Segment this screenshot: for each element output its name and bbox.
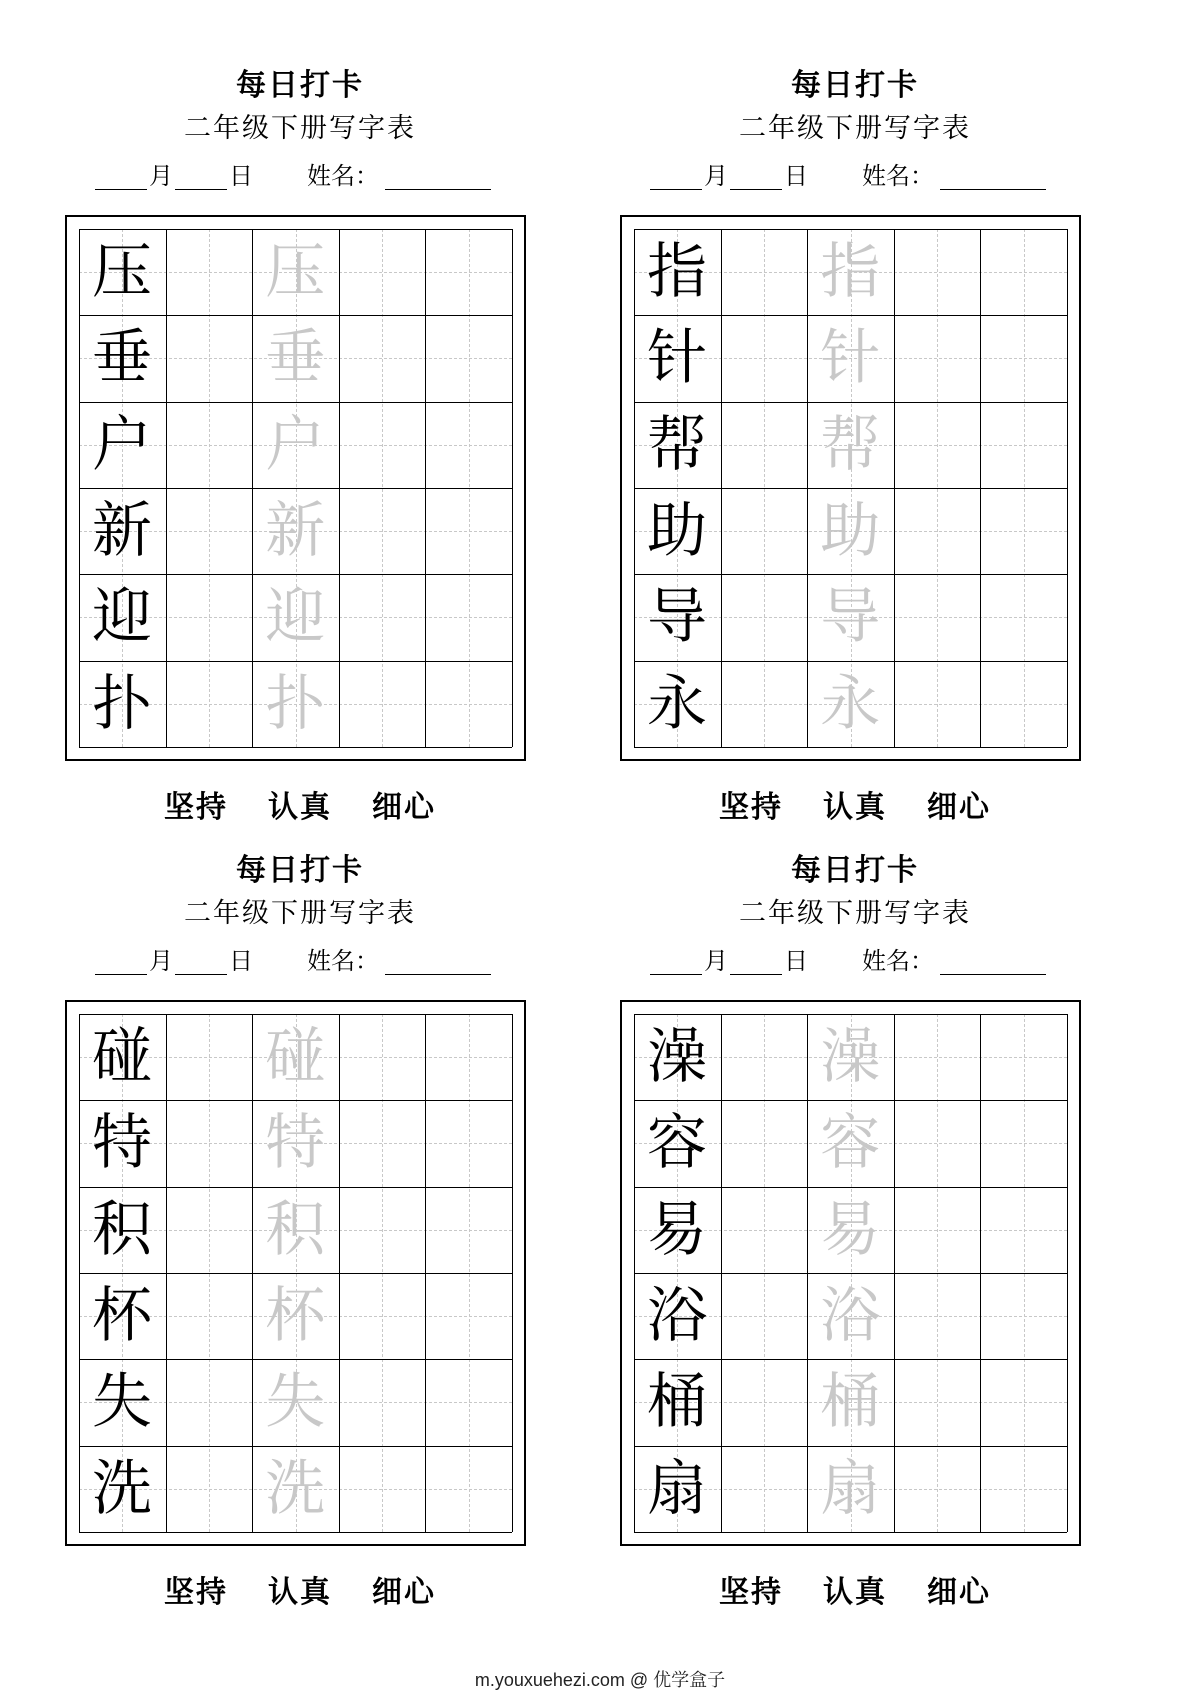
trace-character: 针 bbox=[820, 323, 881, 394]
motto-word: 细心 bbox=[372, 1575, 436, 1610]
model-character: 特 bbox=[92, 1108, 152, 1179]
model-character: 户 bbox=[92, 409, 152, 480]
trace-character: 洗 bbox=[265, 1453, 326, 1524]
trace-character: 容 bbox=[820, 1108, 881, 1179]
card-title: 每日打卡 bbox=[236, 68, 364, 103]
worksheet-card bbox=[65, 20, 535, 825]
cell-border-horizontal bbox=[634, 747, 1067, 748]
cell-border-vertical bbox=[512, 1014, 513, 1532]
cell-border-horizontal bbox=[634, 1532, 1067, 1533]
trace-character: 澡 bbox=[820, 1022, 881, 1092]
motto-word: 认真 bbox=[268, 1575, 332, 1610]
trace-character: 浴 bbox=[820, 1280, 881, 1351]
card-subtitle: 二年级下册写字表 bbox=[184, 113, 416, 144]
cell-border-vertical bbox=[512, 229, 513, 747]
trace-character: 积 bbox=[265, 1194, 326, 1265]
cell-border-horizontal bbox=[79, 747, 512, 748]
name-blank[interactable] bbox=[385, 974, 491, 975]
day-label: 日 bbox=[229, 947, 253, 975]
trace-character: 永 bbox=[820, 668, 881, 739]
date-name-line bbox=[95, 945, 505, 985]
month-blank[interactable] bbox=[650, 974, 702, 975]
day-label: 日 bbox=[784, 947, 808, 975]
trace-character: 助 bbox=[820, 495, 881, 566]
model-character: 碰 bbox=[92, 1022, 152, 1092]
model-character: 新 bbox=[92, 495, 152, 566]
name-label: 姓名： bbox=[307, 947, 379, 975]
footer-watermark: m.youxuehezi.com @ 优学盒子 bbox=[474, 1670, 726, 1690]
trace-character: 失 bbox=[265, 1367, 326, 1438]
day-blank[interactable] bbox=[175, 974, 227, 975]
month-label: 月 bbox=[149, 947, 173, 975]
writing-grid bbox=[634, 1014, 1067, 1532]
model-character: 桶 bbox=[647, 1367, 707, 1438]
model-character: 助 bbox=[647, 495, 707, 566]
name-label: 姓名： bbox=[307, 162, 379, 190]
writing-grid-frame bbox=[65, 215, 526, 761]
name-label: 姓名： bbox=[862, 947, 934, 975]
model-character: 扇 bbox=[647, 1453, 707, 1524]
trace-character: 指 bbox=[820, 237, 881, 307]
writing-grid bbox=[79, 1014, 512, 1532]
date-name-line bbox=[650, 945, 1060, 985]
motto bbox=[620, 1567, 1090, 1611]
model-character: 积 bbox=[92, 1194, 152, 1265]
worksheet-card bbox=[65, 805, 535, 1610]
day-blank[interactable] bbox=[175, 189, 227, 190]
model-character: 易 bbox=[647, 1194, 707, 1265]
writing-grid bbox=[79, 229, 512, 747]
motto-word: 细心 bbox=[927, 790, 991, 825]
model-character: 杯 bbox=[92, 1280, 152, 1351]
writing-grid bbox=[634, 229, 1067, 747]
writing-grid-frame bbox=[65, 1000, 526, 1546]
name-blank[interactable] bbox=[940, 974, 1046, 975]
cell-border-horizontal bbox=[79, 1532, 512, 1533]
name-blank[interactable] bbox=[940, 189, 1046, 190]
trace-character: 垂 bbox=[265, 323, 326, 394]
model-character: 洗 bbox=[92, 1453, 152, 1524]
model-character: 针 bbox=[647, 323, 707, 394]
trace-character: 压 bbox=[265, 237, 326, 307]
month-blank[interactable] bbox=[95, 189, 147, 190]
cell-border-vertical bbox=[1067, 229, 1068, 747]
writing-grid-frame bbox=[620, 1000, 1081, 1546]
motto-word: 认真 bbox=[823, 1575, 887, 1610]
model-character: 迎 bbox=[92, 582, 152, 653]
trace-character: 扑 bbox=[265, 668, 326, 739]
card-title: 每日打卡 bbox=[791, 68, 919, 103]
trace-character: 碰 bbox=[265, 1022, 326, 1092]
model-character: 导 bbox=[647, 582, 707, 653]
trace-character: 帮 bbox=[820, 409, 881, 480]
trace-character: 易 bbox=[820, 1194, 881, 1265]
motto-word: 细心 bbox=[927, 1575, 991, 1610]
name-label: 姓名： bbox=[862, 162, 934, 190]
month-blank[interactable] bbox=[650, 189, 702, 190]
motto-word: 坚持 bbox=[719, 1575, 783, 1610]
date-name-line bbox=[95, 160, 505, 200]
card-title: 每日打卡 bbox=[236, 853, 364, 888]
trace-character: 扇 bbox=[820, 1453, 881, 1524]
model-character: 帮 bbox=[647, 409, 707, 480]
day-blank[interactable] bbox=[730, 974, 782, 975]
writing-grid-frame bbox=[620, 215, 1081, 761]
model-character: 压 bbox=[92, 237, 152, 307]
card-subtitle: 二年级下册写字表 bbox=[739, 113, 971, 144]
motto bbox=[65, 1567, 535, 1611]
motto-word: 细心 bbox=[372, 790, 436, 825]
motto-word: 坚持 bbox=[164, 790, 228, 825]
cell-border-vertical bbox=[1067, 1014, 1068, 1532]
model-character: 垂 bbox=[92, 323, 152, 394]
motto-word: 坚持 bbox=[719, 790, 783, 825]
day-blank[interactable] bbox=[730, 189, 782, 190]
trace-character: 迎 bbox=[265, 582, 326, 653]
trace-character: 户 bbox=[265, 409, 326, 480]
motto-word: 认真 bbox=[268, 790, 332, 825]
day-label: 日 bbox=[784, 162, 808, 190]
worksheet-card bbox=[620, 20, 1090, 825]
motto-word: 认真 bbox=[823, 790, 887, 825]
day-label: 日 bbox=[229, 162, 253, 190]
worksheet-card bbox=[620, 805, 1090, 1610]
trace-character: 新 bbox=[265, 495, 326, 566]
card-subtitle: 二年级下册写字表 bbox=[739, 898, 971, 929]
motto-word: 坚持 bbox=[164, 1575, 228, 1610]
model-character: 浴 bbox=[647, 1280, 707, 1351]
month-label: 月 bbox=[149, 162, 173, 190]
model-character: 失 bbox=[92, 1367, 152, 1438]
model-character: 指 bbox=[647, 237, 707, 307]
card-title: 每日打卡 bbox=[791, 853, 919, 888]
month-blank[interactable] bbox=[95, 974, 147, 975]
trace-character: 特 bbox=[265, 1108, 326, 1179]
model-character: 扑 bbox=[92, 668, 152, 739]
card-subtitle: 二年级下册写字表 bbox=[184, 898, 416, 929]
trace-character: 导 bbox=[820, 582, 881, 653]
model-character: 容 bbox=[647, 1108, 707, 1179]
trace-character: 杯 bbox=[265, 1280, 326, 1351]
trace-character: 桶 bbox=[820, 1367, 881, 1438]
month-label: 月 bbox=[704, 162, 728, 190]
model-character: 澡 bbox=[647, 1022, 707, 1092]
model-character: 永 bbox=[647, 668, 707, 739]
month-label: 月 bbox=[704, 947, 728, 975]
name-blank[interactable] bbox=[385, 189, 491, 190]
date-name-line bbox=[650, 160, 1060, 200]
